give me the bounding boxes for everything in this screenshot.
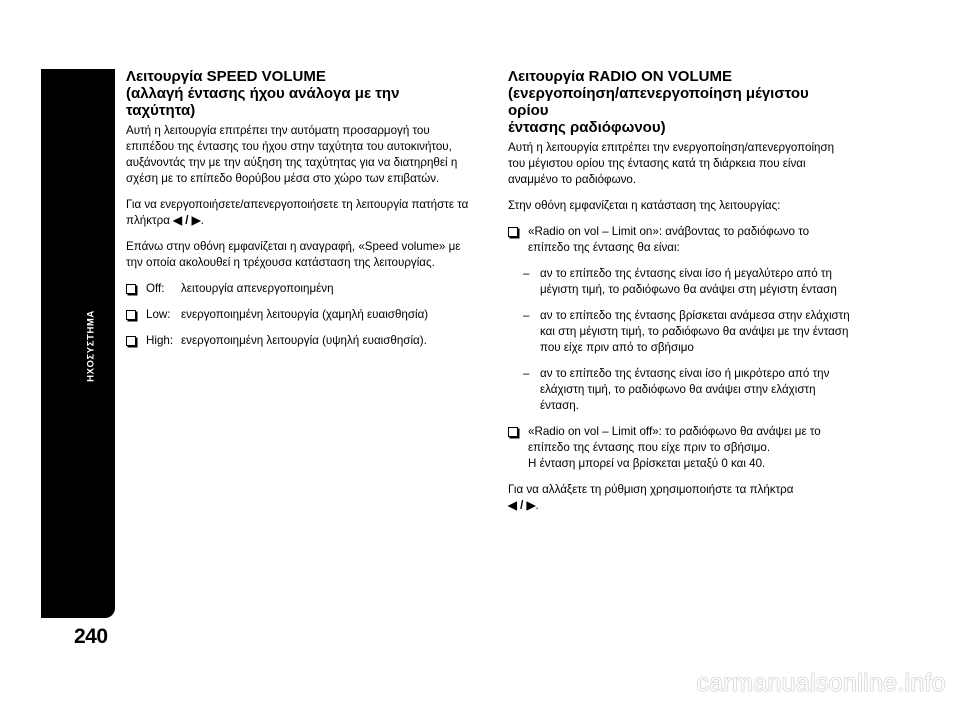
heading-line-1: Λειτουργία RADIO ON VOLUME: [508, 68, 732, 85]
radio-on-volume-heading: [508, 68, 853, 136]
option-key: Off:: [146, 282, 165, 295]
radio-on-volume-change-instruction: [508, 482, 853, 514]
limit-off-item: [508, 424, 853, 472]
option-desc: ενεργοποιημένη λειτουργία (χαμηλή ευαισθησία): [181, 308, 429, 321]
checkbox-bullet-icon: [126, 310, 136, 320]
page-number: 240: [74, 625, 108, 648]
heading-line-2: (ενεργοποίηση/απενεργοποίηση μέγιστου ορίου: [508, 85, 809, 119]
option-low: [126, 307, 476, 323]
volume-range-text: Η ένταση μπορεί να βρίσκεται μεταξύ 0 και 40.: [528, 457, 766, 470]
option-key: Low:: [146, 308, 171, 321]
side-tab: [41, 69, 115, 618]
heading-line-2: (αλλαγή έντασης ήχου ανάλογα με την: [126, 85, 400, 102]
instruction-end: .: [200, 214, 204, 227]
limit-on-case-min: [508, 366, 853, 414]
speed-volume-intro: Αυτή η λειτουργία επιτρέπει την αυτόματη προσαρμογή του επιπέδου της έντασης του ήχου στην ταχύτητα του αυτοκινήτου, αυξάνοντάς την με την αύξηση της ταχύτητας για να διατηρηθεί η σχέση με το επίπεδο θορύβου μέσα στο χώρο των επιβατών.: [126, 124, 458, 185]
limit-off-text: «Radio on vol – Limit off»: το ραδιόφωνο θα ανάψει με το επίπεδο της έντασης που είχε πριν το σβήσιμο.: [528, 425, 821, 454]
left-right-arrow-icons: ◀ / ▶: [508, 499, 536, 512]
limit-on-case-between: [508, 308, 853, 356]
checkbox-bullet-icon: [126, 284, 136, 294]
option-key: High:: [146, 334, 174, 347]
option-desc: λειτουργία απενεργοποιημένη: [181, 282, 334, 295]
dash-marker: –: [523, 309, 530, 322]
heading-line-1: Λειτουργία SPEED VOLUME: [126, 68, 326, 85]
option-desc: ενεργοποιημένη λειτουργία (υψηλή ευαισθησία).: [181, 334, 427, 347]
case-text: αν το επίπεδο της έντασης είναι ίσο ή μεγαλύτερο από τη μέγιστη τιμή, το ραδιόφωνο θα ανάψει στη μέγιστη ένταση: [540, 267, 837, 296]
case-text: αν το επίπεδο της έντασης βρίσκεται ανάμεσα στην ελάχιστη και στη μέγιστη τιμή, το ραδιόφωνο θα ανάψει με την ένταση που είχε πριν από το σβήσιμο: [540, 309, 850, 354]
right-column: [508, 68, 853, 524]
limit-on-text: «Radio on vol – Limit on»: ανάβοντας το ραδιόφωνο το επίπεδο της έντασης θα είναι:: [528, 225, 810, 254]
watermark-logo: carmanualsonline.info: [696, 669, 946, 697]
heading-line-3: ταχύτητα): [126, 102, 196, 119]
case-text: αν το επίπεδο της έντασης είναι ίσο ή μικρότερο από την ελάχιστη τιμή, το ραδιόφωνο θα ανάψει στην ελάχιστη ένταση.: [540, 367, 830, 412]
radio-on-volume-intro: Αυτή η λειτουργία επιτρέπει την ενεργοποίηση/απενεργοποίηση του μέγιστου ορίου της έντασης κατά τη διάρκεια που είναι αναμμένο το ραδιόφωνο.: [508, 141, 835, 186]
speed-volume-heading: [126, 68, 476, 119]
left-column: [126, 68, 476, 359]
option-high: [126, 333, 476, 349]
instruction-text: Για να αλλάξετε τη ρύθμιση χρησιμοποιήστε τα πλήκτρα: [508, 483, 794, 496]
heading-line-3: έντασης ραδιόφωνου): [508, 119, 666, 136]
instruction-end: .: [535, 499, 539, 512]
section-label: ΗΧΟΣΥΣΤΗΜΑ: [85, 310, 97, 382]
radio-on-volume-display-note: Στην οθόνη εμφανίζεται η κατάσταση της λειτουργίας:: [508, 199, 781, 212]
limit-on-case-max: [508, 266, 853, 298]
speed-volume-display-note: Επάνω στην οθόνη εμφανίζεται η αναγραφή, «Speed volume» με την οποία ακολουθεί η τρέχουσα κατάσταση της λειτουργίας.: [126, 240, 461, 269]
checkbox-bullet-icon: [126, 336, 136, 346]
instruction-text: Για να ενεργοποιήσετε/απενεργοποιήσετε τη λειτουργία πατήστε τα πλήκτρα: [126, 198, 469, 227]
limit-on-item: [508, 224, 853, 256]
checkbox-bullet-icon: [508, 427, 518, 437]
left-right-arrow-icons: ◀ / ▶: [173, 214, 201, 227]
dash-marker: –: [523, 267, 530, 280]
dash-marker: –: [523, 367, 530, 380]
option-off: [126, 281, 476, 297]
speed-volume-toggle-instruction: [126, 197, 476, 229]
checkbox-bullet-icon: [508, 227, 518, 237]
